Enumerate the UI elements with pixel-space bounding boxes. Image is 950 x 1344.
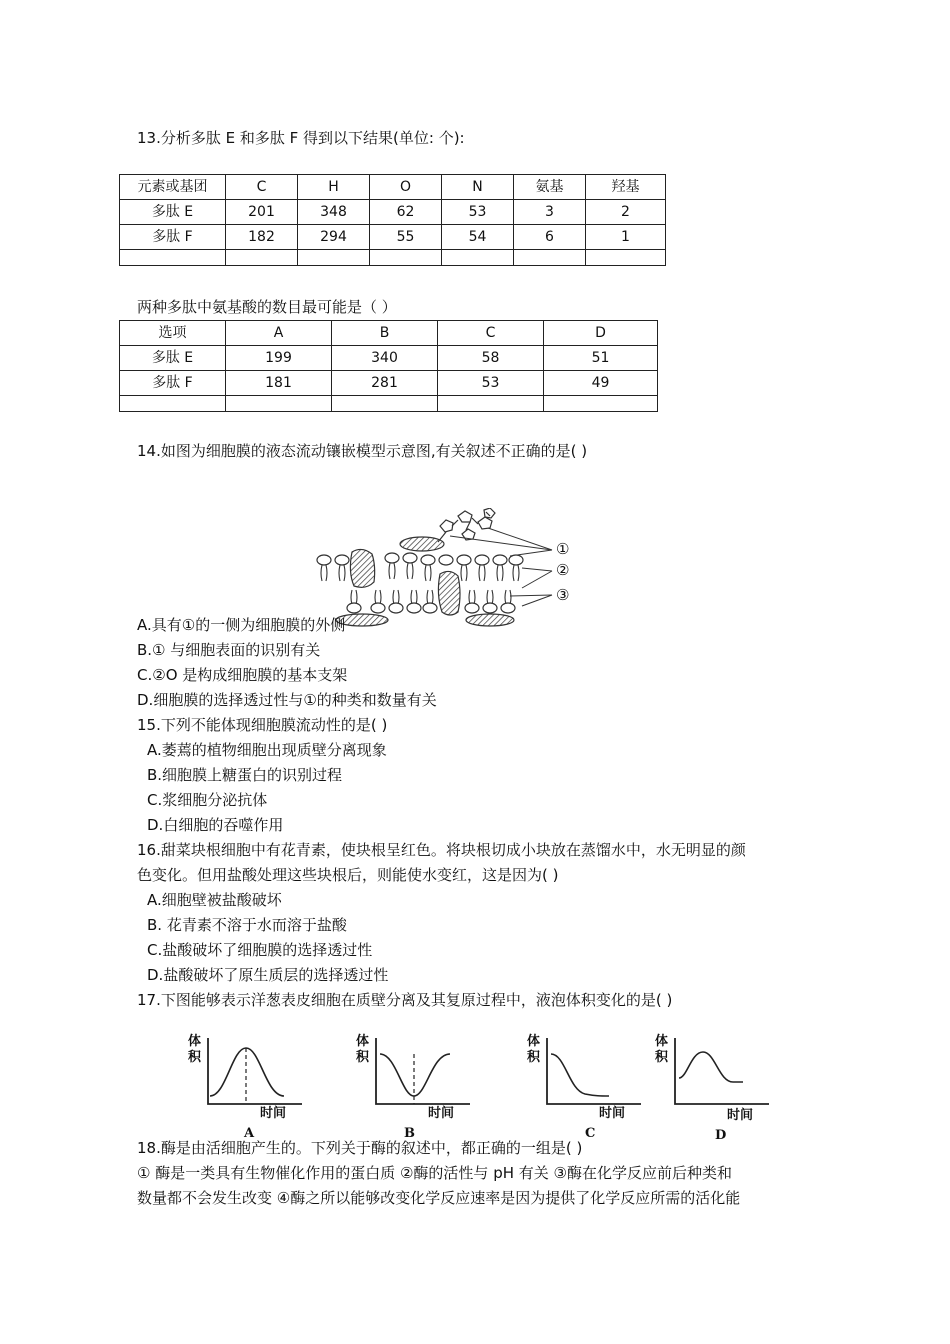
graph-a-plot [206,1038,306,1108]
q16-line-1: 16.甜菜块根细胞中有花青素，使块根呈红色。将块根切成小块放在蒸馏水中，水无明显的颜 [137,841,746,859]
header-cell: C [226,175,298,200]
table-cell: 54 [442,225,514,250]
label-1: ① [556,540,570,558]
q14-title: 14.如图为细胞膜的液态流动镶嵌模型示意图,有关叙述不正确的是( ) [137,442,588,460]
table-row [120,200,666,225]
y-label-bottom: 积 [188,1050,202,1065]
graph-b [356,1030,476,1142]
table-header-row [120,321,658,346]
graph-d-plot [673,1038,773,1108]
table-cell: 6 [514,225,586,250]
graph-letter: D [715,1128,727,1143]
table-empty-row [120,396,658,412]
label-3: ③ [556,586,570,604]
header-cell: N [442,175,514,200]
header-cell: 氨基 [514,175,586,200]
y-label-bottom: 积 [655,1050,669,1065]
label-2: ② [556,561,570,579]
q18-line-1: ① 酶是一类具有生物催化作用的蛋白质 ②酶的活性与 pH 有关 ③酶在化学反应前后种类和 [137,1164,732,1182]
q14-option-a: A.具有①的一侧为细胞膜的外侧 [137,616,346,634]
header-cell: A [226,321,332,346]
table-empty-row [120,250,666,266]
table-cell: 294 [298,225,370,250]
table-cell: 多肽 F [120,225,226,250]
table-cell: 55 [370,225,442,250]
table-cell: 2 [586,200,666,225]
q13-title: 13.分析多肽 E 和多肽 F 得到以下结果(单位: 个): [137,129,465,147]
table-cell: 348 [298,200,370,225]
header-cell: H [298,175,370,200]
table-cell: 201 [226,200,298,225]
q15-option-d: D.白细胞的吞噬作用 [147,816,284,834]
table-cell: 多肽 F [120,371,226,396]
q16-option-c: C.盐酸破坏了细胞膜的选择透过性 [147,941,373,959]
header-cell: O [370,175,442,200]
table-cell: 340 [332,346,438,371]
q15-title: 15.下列不能体现细胞膜流动性的是( ) [137,716,388,734]
table-cell: 181 [226,371,332,396]
table-cell: 3 [514,200,586,225]
graph-a [188,1030,308,1142]
table-row [120,371,658,396]
table-cell: 53 [442,200,514,225]
graph-c [527,1030,647,1142]
x-label: 时间 [428,1106,455,1121]
y-label-bottom: 积 [356,1050,370,1065]
table-cell: 51 [544,346,658,371]
x-label: 时间 [260,1106,287,1121]
x-label: 时间 [727,1108,754,1123]
header-cell: 羟基 [586,175,666,200]
table-cell: 62 [370,200,442,225]
table-cell: 53 [438,371,544,396]
table-header-row [120,175,666,200]
table-cell: 49 [544,371,658,396]
q14-option-c: C.②O 是构成细胞膜的基本支架 [137,666,348,684]
graph-letter: B [404,1126,415,1141]
q13-element-table [119,174,666,266]
graph-b-plot [374,1038,474,1108]
graph-c-plot [545,1038,645,1108]
y-label-bottom: 积 [527,1050,541,1065]
header-cell: 选项 [120,321,226,346]
q15-option-b: B.细胞膜上糖蛋白的识别过程 [147,766,343,784]
table-cell: 281 [332,371,438,396]
y-label-top: 体 [356,1034,370,1049]
q16-option-a: A.细胞壁被盐酸破坏 [147,891,282,909]
q15-option-c: C.浆细胞分泌抗体 [147,791,268,809]
q18-title: 18.酶是由活细胞产生的。下列关于酶的叙述中，都正确的一组是( ) [137,1139,583,1157]
q14-option-b: B.① 与细胞表面的识别有关 [137,641,321,659]
q16-option-d: D.盐酸破坏了原生质层的选择透过性 [147,966,389,984]
header-cell: C [438,321,544,346]
table-row [120,346,658,371]
table-row [120,225,666,250]
q14-option-d: D.细胞膜的选择透过性与①的种类和数量有关 [137,691,437,709]
header-cell: D [544,321,658,346]
x-label: 时间 [599,1106,626,1121]
y-label-top: 体 [527,1034,541,1049]
q16-option-b: B. 花青素不溶于水而溶于盐酸 [147,916,347,934]
graph-d [655,1030,775,1142]
table-cell: 多肽 E [120,346,226,371]
q13-options-table [119,320,658,412]
y-label-top: 体 [188,1034,202,1049]
table-cell: 多肽 E [120,200,226,225]
header-cell: 元素或基团 [120,175,226,200]
table-cell: 1 [586,225,666,250]
graph-letter: C [585,1126,596,1141]
q17-title: 17.下图能够表示洋葱表皮细胞在质壁分离及其复原过程中，液泡体积变化的是( ) [137,991,673,1009]
table-cell: 199 [226,346,332,371]
graph-letter: A [244,1126,255,1141]
q16-line-2: 色变化。但用盐酸处理这些块根后，则能使水变红，这是因为( ) [137,866,559,884]
table-cell: 182 [226,225,298,250]
y-label-top: 体 [655,1034,669,1049]
q15-option-a: A.萎蔫的植物细胞出现质壁分离现象 [147,741,387,759]
header-cell: B [332,321,438,346]
q18-line-2: 数量都不会发生改变 ④酶之所以能够改变化学反应速率是因为提供了化学反应所需的活化能 [137,1189,741,1207]
q13-question: 两种多肽中氨基酸的数目最可能是（ ） [137,298,397,316]
table-cell: 58 [438,346,544,371]
